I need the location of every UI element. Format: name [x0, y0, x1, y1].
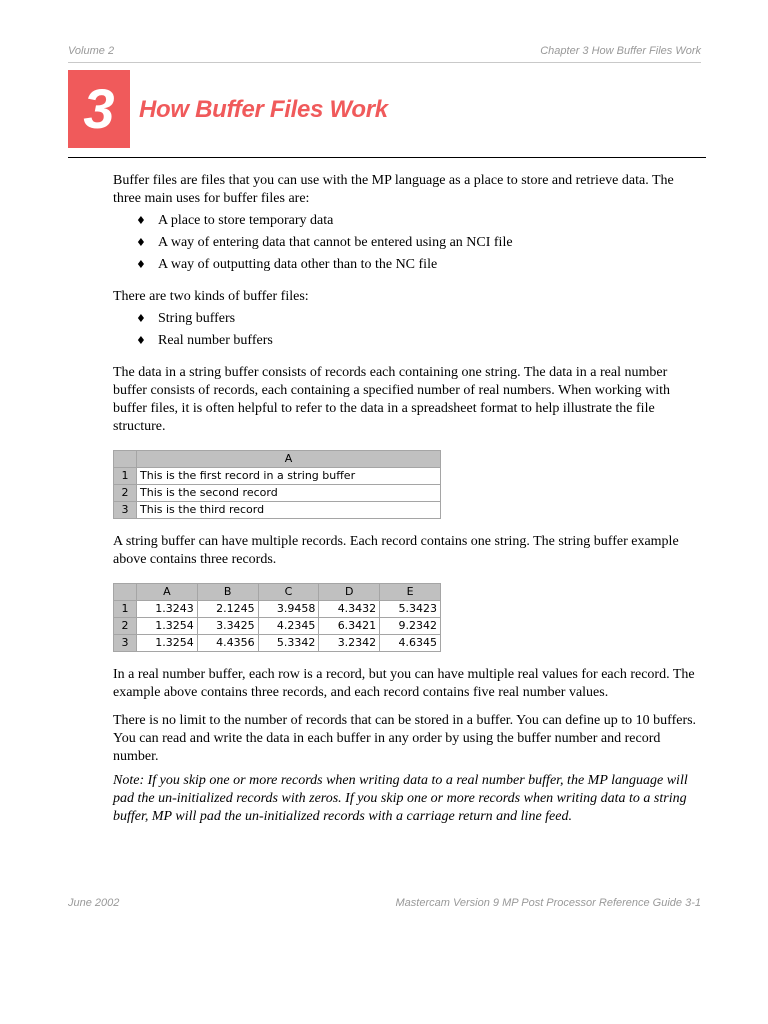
header-chapter: Chapter 3 How Buffer Files Work — [540, 45, 701, 57]
list-item-text: A way of outputting data other than to the NC file — [158, 257, 438, 272]
footer-date: June 2002 — [68, 897, 120, 909]
table-cell: 5.3342 — [258, 635, 319, 652]
table-row — [114, 618, 441, 635]
header-volume: Volume 2 — [68, 45, 115, 57]
table-cell: This is the first record in a string buffer — [137, 468, 441, 485]
string-paragraph: A string buffer can have multiple records. Each record contains one string. The string buffer example above contains three records. — [113, 534, 679, 567]
table-cell: 1.3243 — [137, 601, 198, 618]
table-row — [114, 502, 441, 519]
diamond-bullet-icon: ♦ — [136, 312, 146, 325]
table-cell: 4.2345 — [258, 618, 319, 635]
table-cell: This is the second record — [137, 485, 441, 502]
header-divider — [68, 62, 701, 63]
table-cell: This is the third record — [137, 502, 441, 519]
chapter-title: How Buffer Files Work — [139, 96, 388, 123]
page-body — [113, 172, 703, 826]
note-paragraph: Note: If you skip one or more records when writing data to a real number buffer, the MP language will pad the un-initialized records with zeros. If you skip one or more records when writing data to a string buffer, MP will pad the un-initialized records with a carriage return and line feed. — [113, 773, 688, 824]
table-cell: 1.3254 — [137, 635, 198, 652]
corner-cell — [114, 451, 137, 468]
table-row — [114, 601, 441, 618]
kinds-paragraph: There are two kinds of buffer files: — [113, 289, 309, 304]
column-header: E — [380, 584, 441, 601]
list-item — [136, 332, 703, 350]
corner-cell — [114, 584, 137, 601]
table-cell: 4.6345 — [380, 635, 441, 652]
list-item-text: Real number buffers — [158, 333, 273, 348]
diamond-bullet-icon: ♦ — [136, 236, 146, 249]
table-cell: 3.2342 — [319, 635, 380, 652]
table-cell: 4.4356 — [197, 635, 258, 652]
limit-paragraph: There is no limit to the number of records that can be stored in a buffer. You can define up to 10 buffers. You can read and write the data in each buffer in any order by using the buffer number and record number. — [113, 713, 697, 764]
kinds-list — [113, 310, 703, 350]
diamond-bullet-icon: ♦ — [136, 258, 146, 271]
list-item — [136, 256, 703, 274]
chapter-divider — [68, 157, 706, 158]
table-cell: 3.9458 — [258, 601, 319, 618]
footer-guide: Mastercam Version 9 MP Post Processor Reference Guide 3-1 — [395, 897, 701, 909]
real-buffer-table — [113, 583, 441, 652]
table-cell: 9.2342 — [380, 618, 441, 635]
list-item-text: A way of entering data that cannot be entered using an NCI file — [158, 235, 513, 250]
column-header: A — [137, 451, 441, 468]
string-buffer-table — [113, 450, 441, 519]
table-row — [114, 485, 441, 502]
list-item-text: String buffers — [158, 311, 236, 326]
records-paragraph: The data in a string buffer consists of records each containing one string. The data in a real number buffer consists of records, each containing a specified number of real numbers. When working with buffer files, it is often helpful to refer to the data in a spreadsheet format to help illustrate the file structure. — [113, 365, 670, 434]
table-cell: 5.3423 — [380, 601, 441, 618]
list-item — [136, 310, 703, 328]
table-row — [114, 635, 441, 652]
table-cell: 3.3425 — [197, 618, 258, 635]
row-number: 1 — [114, 468, 137, 485]
intro-paragraph: Buffer files are files that you can use with the MP language as a place to store and retrieve data. The three main uses for buffer files are: — [113, 173, 674, 206]
row-number: 2 — [114, 618, 137, 635]
row-number: 3 — [114, 635, 137, 652]
table-cell: 4.3432 — [319, 601, 380, 618]
row-number: 2 — [114, 485, 137, 502]
list-item — [136, 234, 703, 252]
table-cell: 2.1245 — [197, 601, 258, 618]
uses-list — [113, 212, 703, 274]
table-cell: 1.3254 — [137, 618, 198, 635]
table-header-row — [114, 451, 441, 468]
row-number: 3 — [114, 502, 137, 519]
chapter-number-box: 3 — [68, 70, 130, 148]
column-header: D — [319, 584, 380, 601]
list-item — [136, 212, 703, 230]
column-header: B — [197, 584, 258, 601]
row-number: 1 — [114, 601, 137, 618]
diamond-bullet-icon: ♦ — [136, 214, 146, 227]
table-cell: 6.3421 — [319, 618, 380, 635]
column-header: A — [137, 584, 198, 601]
diamond-bullet-icon: ♦ — [136, 334, 146, 347]
real-paragraph: In a real number buffer, each row is a record, but you can have multiple real values for each record. The example above contains three records, and each record contains five real number values. — [113, 667, 695, 700]
table-row — [114, 468, 441, 485]
column-header: C — [258, 584, 319, 601]
list-item-text: A place to store temporary data — [158, 213, 334, 228]
table-header-row — [114, 584, 441, 601]
